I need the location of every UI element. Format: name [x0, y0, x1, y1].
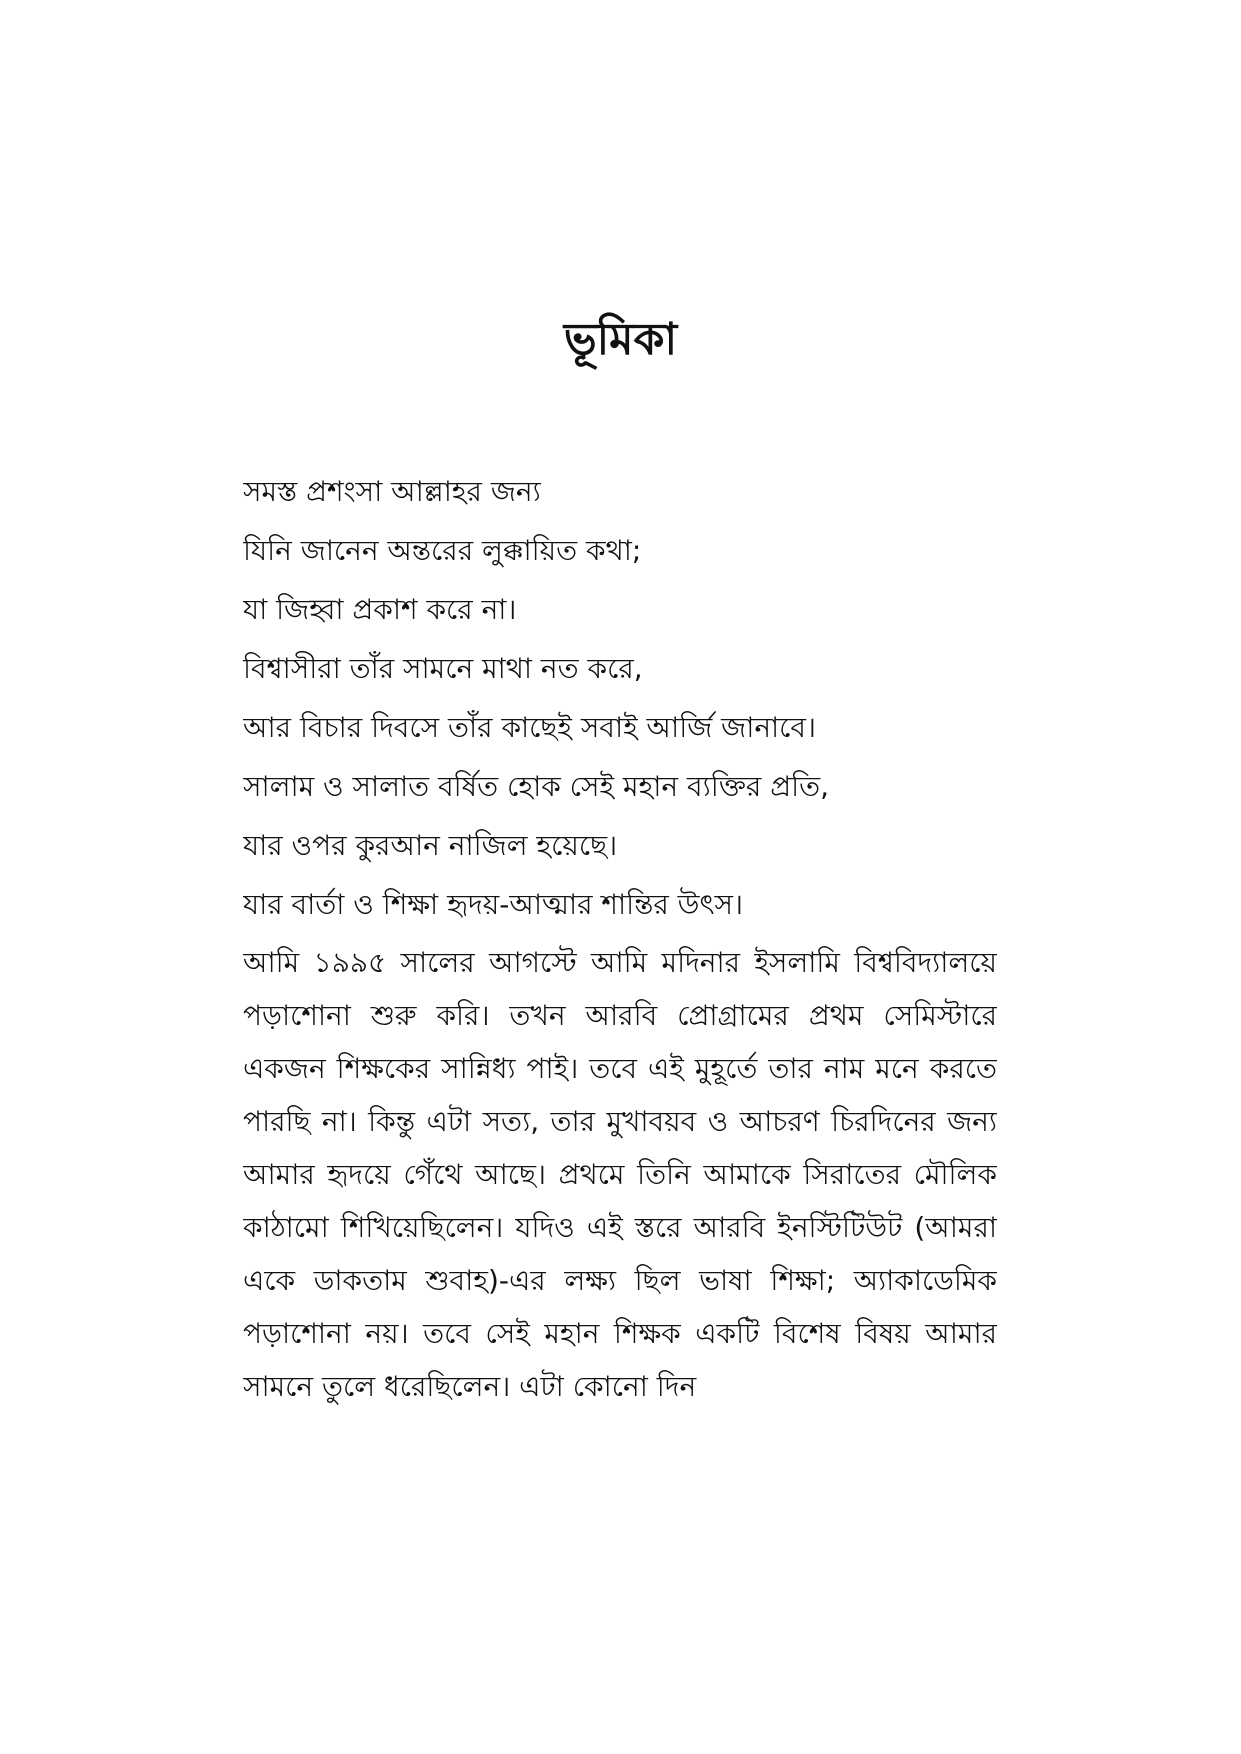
verse-line: যার বার্তা ও শিক্ষা হৃদয়-আত্মার শান্তির উৎস।	[243, 888, 743, 921]
verse-line: বিশ্বাসীরা তাঁর সামনে মাথা নত করে,	[243, 652, 643, 685]
opening-verse	[243, 462, 997, 934]
verse-line: যা জিহ্বা প্রকাশ করে না।	[243, 593, 517, 626]
page-title: ভূমিকা	[563, 314, 678, 365]
verse-line: সমস্ত প্রশংসা আল্লাহর জন্য	[243, 475, 541, 508]
verse-line: আর বিচার দিবসে তাঁর কাছেই সবাই আর্জি জানাবে।	[243, 711, 817, 744]
verse-line: যিনি জানেন অন্তরের লুক্কায়িত কথা;	[243, 534, 642, 567]
body-paragraph: আমি ১৯৯৫ সালের আগস্টে আমি মদিনার ইসলামি বিশ্ববিদ্যালয়ে পড়াশোনা শুরু করি। তখন আরবি প্রোগ্রামের প্রথম সেমিস্টারে একজন শিক্ষকের সান্নিধ্য পাই। তবে এই মুহূর্তে তার নাম মনে করতে পারছি না। কিন্তু এটা সত্য, তার মুখাবয়ব ও আচরণ চিরদিনের জন্য আমার হৃদয়ে গেঁথে আছে। প্রথমে তিনি আমাকে সিরাতের মৌলিক কাঠামো শিখিয়েছিলেন। যদিও এই স্তরে আরবি ইনস্টিটিউট (আমরা একে ডাকতাম শুবাহ)-এর লক্ষ্য ছিল ভাষা শিক্ষা; অ্যাকাডেমিক পড়াশোনা নয়। তবে সেই মহান শিক্ষক একটি বিশেষ বিষয় আমার সামনে তুলে ধরেছিলেন। এটা কোনো দিন	[243, 946, 997, 1403]
verse-line: যার ওপর কুরআন নাজিল হয়েছে।	[243, 829, 618, 862]
body-text	[243, 462, 997, 1413]
verse-line: সালাম ও সালাত বর্ষিত হোক সেই মহান ব্যক্তির প্রতি,	[243, 770, 830, 803]
